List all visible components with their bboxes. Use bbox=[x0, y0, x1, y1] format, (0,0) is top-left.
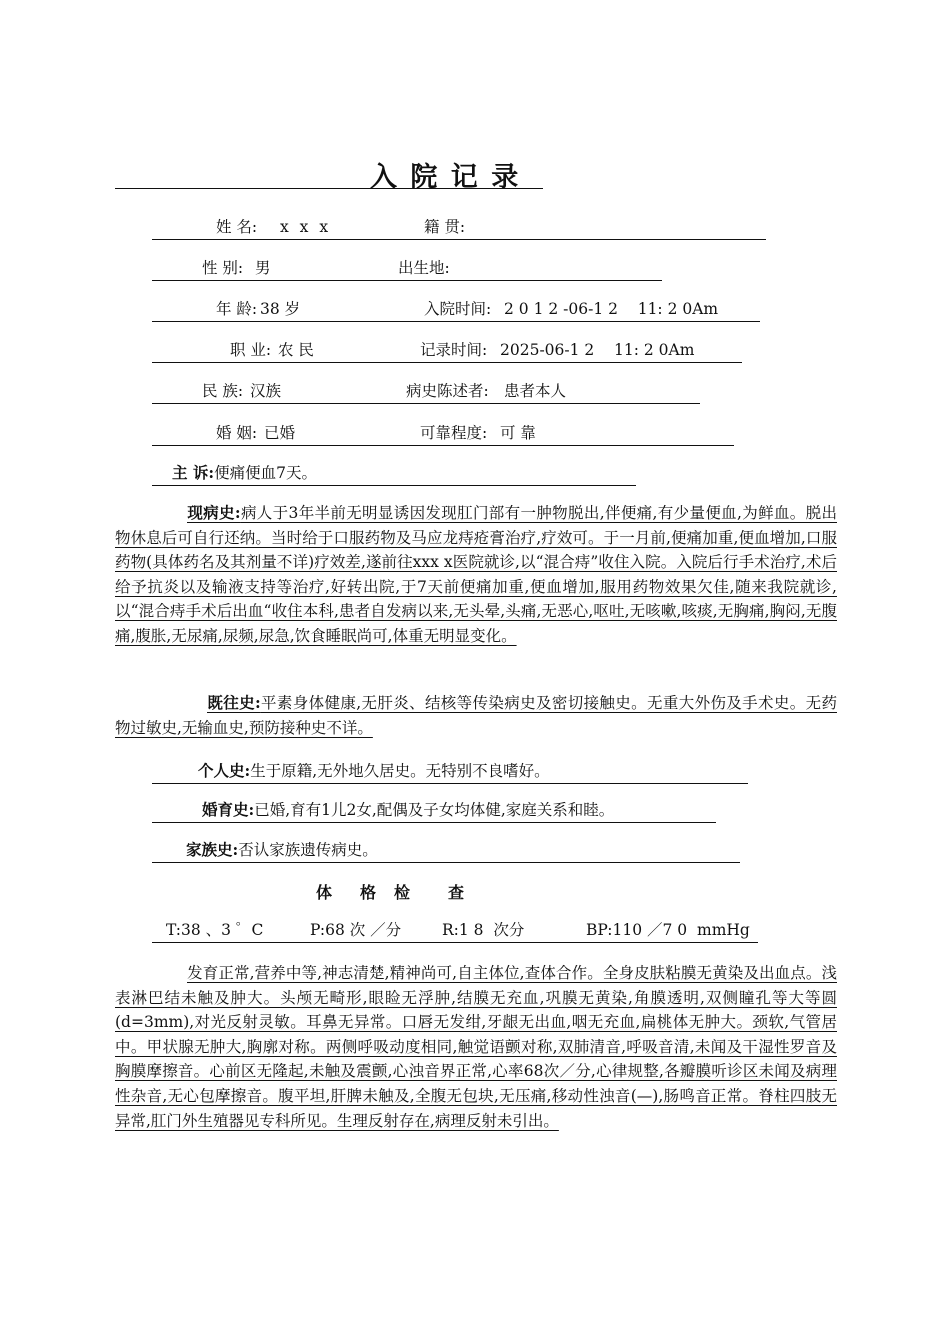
reliability-label: 可靠程度: bbox=[420, 424, 488, 442]
heading-char-4: 查 bbox=[448, 883, 465, 902]
name-value: x x x bbox=[280, 218, 332, 236]
record-time-label: 记录时间: bbox=[420, 341, 488, 359]
sex-label: 性 别: bbox=[202, 259, 244, 277]
title-underline bbox=[115, 188, 543, 189]
sex-value: 男 bbox=[255, 259, 271, 277]
vital-respiration: R:1 8 次分 bbox=[442, 921, 525, 939]
row-name-origin bbox=[152, 215, 766, 240]
reliability-value: 可 靠 bbox=[500, 424, 536, 442]
vital-pulse: P:68 次 ／分 bbox=[310, 921, 402, 939]
birthplace-label: 出生地: bbox=[398, 259, 450, 277]
chief-complaint bbox=[172, 463, 317, 483]
present-history-text: 病人于3年半前无明显诱因发现肛门部有一肿物脱出,伴便痛,有少量便血,为鲜血。脱出物休息后可自行还纳。当时给于口服药物及马应龙痔疮膏治疗,疗效可。于一月前,便痛加重,便血增加,口服药物(具体药名及其剂量不详)疗效差,遂前往xxx x医院就诊,以“混合痔”收住入院。入院后行手术治疗,术后给予抗炎以及输液支持等治疗,好转出院,于7天前便痛加重,便血增加,服用药物效果欠佳,随来我院就诊,以“混合痔手术后出血“收住本科,患者自发病以来,无头晕,头痛,无恶心,呕吐,无咳嗽,咳痰,无胸痛,胸闷,无腹痛,腹胀,无尿痛,尿频,尿急,饮食睡眠尚可,体重无明显变化。 bbox=[115, 504, 837, 645]
marriage-history bbox=[202, 800, 614, 820]
personal-history-text: 生于原籍,无外地久居史。无特别不良嗜好。 bbox=[250, 762, 550, 780]
record-time-value: 2025-06-1 2 11: 2 0Am bbox=[500, 341, 695, 359]
family-history bbox=[186, 840, 378, 860]
vital-blood-pressure: BP:110 ／7 0 mmHg bbox=[586, 921, 750, 939]
ethnic-label: 民 族: bbox=[202, 382, 244, 400]
origin-label: 籍 贯: bbox=[424, 218, 466, 236]
physical-exam-text: 发育正常,营养中等,神志清楚,精神尚可,自主体位,查体合作。全身皮肤粘膜无黄染及出血点。浅表淋巴结未触及肿大。头颅无畸形,眼睑无浮肿,结膜无充血,巩膜无黄染,角膜透明,双侧瞳孔等大等圆(d=3mm),对光反射灵敏。耳鼻无异常。口唇无发绀,牙龈无出血,咽无充血,扁桃体无肿大。颈软,气管居中。甲状腺无肿大,胸廓对称。两侧呼吸动度相同,触觉语颤对称,双肺清音,呼吸音清,未闻及干湿性罗音及胸膜摩擦音。心前区无隆起,未触及震颤,心浊音界正常,心率68次／分,心律规整,各瓣膜听诊区未闻及病理性杂音,无心包摩擦音。腹平坦,肝脾未触及,全腹无包块,无压痛,移动性浊音(—),肠鸣音正常。脊柱四肢无异常,肛门外生殖器见专科所见。生理反射存在,病理反射未引出。 bbox=[115, 964, 837, 1130]
admission-time-value: 2 0 1 2 -06-1 2 11: 2 0Am bbox=[504, 300, 719, 318]
family-history-label: 家族史: bbox=[186, 840, 239, 859]
document-title: 入 院 记 录 bbox=[370, 162, 521, 193]
present-history bbox=[115, 501, 837, 649]
narrator-value: 患者本人 bbox=[504, 382, 567, 400]
past-history bbox=[115, 691, 837, 740]
physical-exam-findings bbox=[115, 961, 837, 1133]
marital-value: 已婚 bbox=[264, 424, 296, 442]
chief-complaint-label: 主 诉: bbox=[172, 463, 215, 482]
row-vitals bbox=[152, 918, 758, 943]
heading-char-2: 格 bbox=[360, 883, 377, 902]
past-history-text: 平素身体健康,无肝炎、结核等传染病史及密切接触史。无重大外伤及手术史。无药物过敏史,无输血史,预防接种史不详。 bbox=[115, 694, 837, 737]
row-job-record bbox=[152, 338, 742, 363]
present-history-label: 现病史: bbox=[187, 503, 241, 522]
narrator-label: 病史陈述者: bbox=[406, 382, 489, 400]
row-age-admission bbox=[152, 297, 760, 322]
heading-char-3: 检 bbox=[394, 883, 411, 902]
personal-history-label: 个人史: bbox=[198, 761, 251, 780]
job-label: 职 业: bbox=[230, 341, 272, 359]
row-marital-reliability bbox=[152, 421, 734, 446]
personal-history bbox=[198, 761, 550, 781]
age-value: 38 岁 bbox=[260, 300, 301, 318]
admission-time-label: 入院时间: bbox=[424, 300, 492, 318]
row-chief-complaint bbox=[152, 461, 636, 486]
row-personal-history bbox=[152, 759, 748, 784]
chief-complaint-text: 便痛便血7天。 bbox=[214, 464, 317, 482]
physical-exam-heading bbox=[316, 880, 464, 903]
name-label: 姓 名: bbox=[216, 218, 258, 236]
row-family-history bbox=[152, 838, 740, 863]
row-sex-birthplace bbox=[152, 256, 662, 281]
ethnic-value: 汉族 bbox=[250, 382, 282, 400]
job-value: 农 民 bbox=[278, 341, 314, 359]
marriage-history-text: 已婚,育有1儿2女,配偶及子女均体健,家庭关系和睦。 bbox=[254, 801, 615, 819]
vital-temperature: T:38 、3 ゜C bbox=[166, 921, 264, 939]
marriage-history-label: 婚育史: bbox=[202, 800, 255, 819]
row-ethnic-narrator bbox=[152, 379, 700, 404]
row-marriage-history bbox=[152, 798, 716, 823]
past-history-label: 既往史: bbox=[207, 693, 261, 712]
heading-char-1: 体 bbox=[316, 883, 333, 902]
marital-label: 婚 姻: bbox=[216, 424, 258, 442]
age-label: 年 龄: bbox=[216, 300, 258, 318]
family-history-text: 否认家族遗传病史。 bbox=[238, 841, 378, 859]
